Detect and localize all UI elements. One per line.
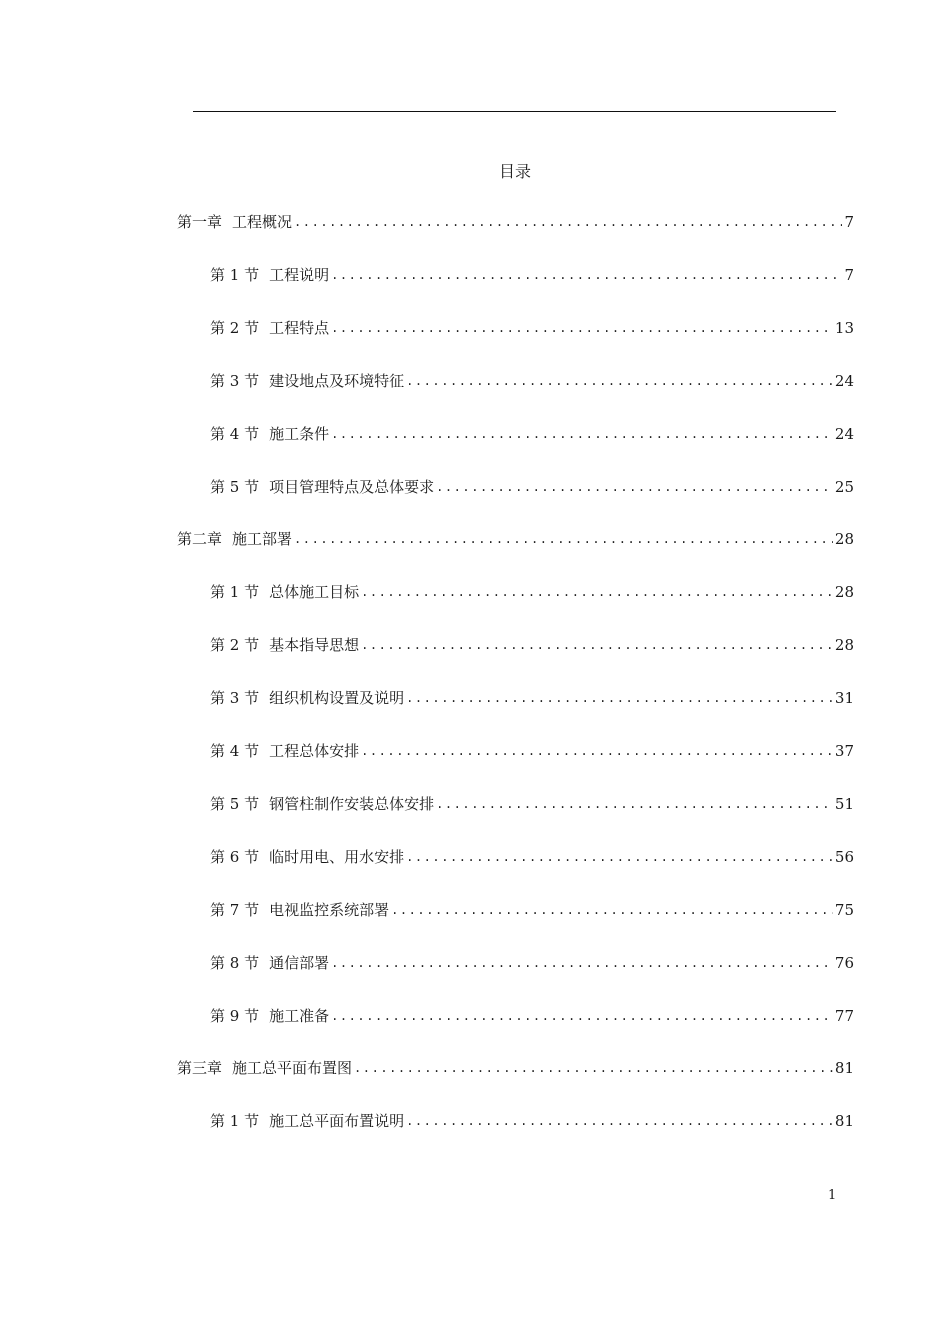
toc-entry-number: 第 3 节 [210,689,260,707]
toc-entry-page: 76 [834,954,854,972]
toc-entry[interactable] [210,1006,854,1027]
toc-entry-number: 第 8 节 [210,954,260,972]
dot-leader [354,1058,833,1078]
toc-entry-label: 施工总平面布置图 [232,1059,353,1077]
toc-entry[interactable] [177,529,854,550]
toc-entry-label: 通信部署 [269,954,330,972]
toc-entry-number: 第 4 节 [210,742,260,760]
toc-entry-label: 组织机构设置及说明 [269,689,405,707]
toc-entry-page: 7 [844,213,854,231]
toc-entry-label: 施工部署 [232,530,293,548]
toc-entry-page: 51 [834,795,854,813]
toc-entry-page: 13 [834,319,854,337]
toc-entry-page: 24 [834,372,854,390]
toc-entry-number: 第 1 节 [210,266,260,284]
toc-entry-page: 28 [834,530,854,548]
toc-entry[interactable] [177,212,854,233]
toc-entry-label: 工程说明 [269,266,330,284]
toc-entry-number: 第 1 节 [210,1112,260,1130]
toc-entry-label: 项目管理特点及总体要求 [269,478,435,496]
toc-entry-number: 第 3 节 [210,372,260,390]
toc-entry-label: 施工总平面布置说明 [269,1112,405,1130]
dot-leader [391,900,833,920]
toc-entry-label: 临时用电、用水安排 [269,848,405,866]
toc-entry[interactable] [210,847,854,868]
dot-leader [331,318,833,338]
toc-entry[interactable] [210,477,854,498]
toc-entry[interactable] [210,1111,854,1132]
toc-entry-number: 第 5 节 [210,478,260,496]
toc-entry-page: 31 [834,689,854,707]
toc-entry-page: 24 [834,425,854,443]
dot-leader [331,265,842,285]
toc-entry-label: 工程概况 [232,213,293,231]
toc-entry-page: 28 [834,583,854,601]
toc-entry-number: 第 2 节 [210,636,260,654]
toc-entry[interactable] [210,582,854,603]
header-rule [193,111,836,112]
toc-entry-label: 建设地点及环境特征 [269,372,405,390]
toc-entry-label: 施工准备 [269,1007,330,1025]
dot-leader [361,582,833,602]
toc-entry-page: 7 [844,266,854,284]
toc-entry[interactable] [210,953,854,974]
toc-entry-number: 第 5 节 [210,795,260,813]
dot-leader [331,1006,833,1026]
dot-leader [361,741,833,761]
toc-entry-label: 施工条件 [269,425,330,443]
toc-entry-page: 28 [834,636,854,654]
toc-entry-number: 第二章 [177,530,223,548]
toc-entry-page: 25 [834,478,854,496]
toc-entry-number: 第 2 节 [210,319,260,337]
dot-leader [406,847,833,867]
toc-entry-label: 工程总体安排 [269,742,360,760]
dot-leader [294,529,833,549]
toc-entry-page: 56 [834,848,854,866]
toc-entry[interactable] [177,1058,854,1079]
dot-leader [331,953,833,973]
toc-entry-page: 37 [834,742,854,760]
dot-leader [361,635,833,655]
toc-entry-number: 第 6 节 [210,848,260,866]
toc-entry-number: 第三章 [177,1059,223,1077]
toc-entry-number: 第一章 [177,213,223,231]
dot-leader [294,212,842,232]
toc-entry-number: 第 9 节 [210,1007,260,1025]
toc-entry[interactable] [210,635,854,656]
toc-entry[interactable] [210,688,854,709]
toc-entry[interactable] [210,741,854,762]
toc-entry[interactable] [210,318,854,339]
dot-leader [406,1111,833,1131]
toc-entry-number: 第 7 节 [210,901,260,919]
toc-entry-label: 钢管柱制作安装总体安排 [269,795,435,813]
toc-entry-label: 基本指导思想 [269,636,360,654]
toc-entry[interactable] [210,371,854,392]
toc-entry-page: 81 [834,1112,854,1130]
dot-leader [331,424,833,444]
toc-entry[interactable] [210,424,854,445]
dot-leader [406,371,833,391]
dot-leader [406,688,833,708]
toc-entry-number: 第 1 节 [210,583,260,601]
page-number: 1 [828,1188,837,1203]
toc-entry-label: 总体施工目标 [269,583,360,601]
toc-entry-label: 电视监控系统部署 [269,901,390,919]
toc-entry-label: 工程特点 [269,319,330,337]
toc-title: 目录 [498,162,531,181]
toc-entry-page: 81 [834,1059,854,1077]
dot-leader [436,477,833,497]
dot-leader [436,794,833,814]
toc-entry[interactable] [210,794,854,815]
toc-entry-page: 75 [834,901,854,919]
toc-entry-page: 77 [834,1007,854,1025]
toc-entry[interactable] [210,265,854,286]
toc-entry-number: 第 4 节 [210,425,260,443]
toc-entry[interactable] [210,900,854,921]
